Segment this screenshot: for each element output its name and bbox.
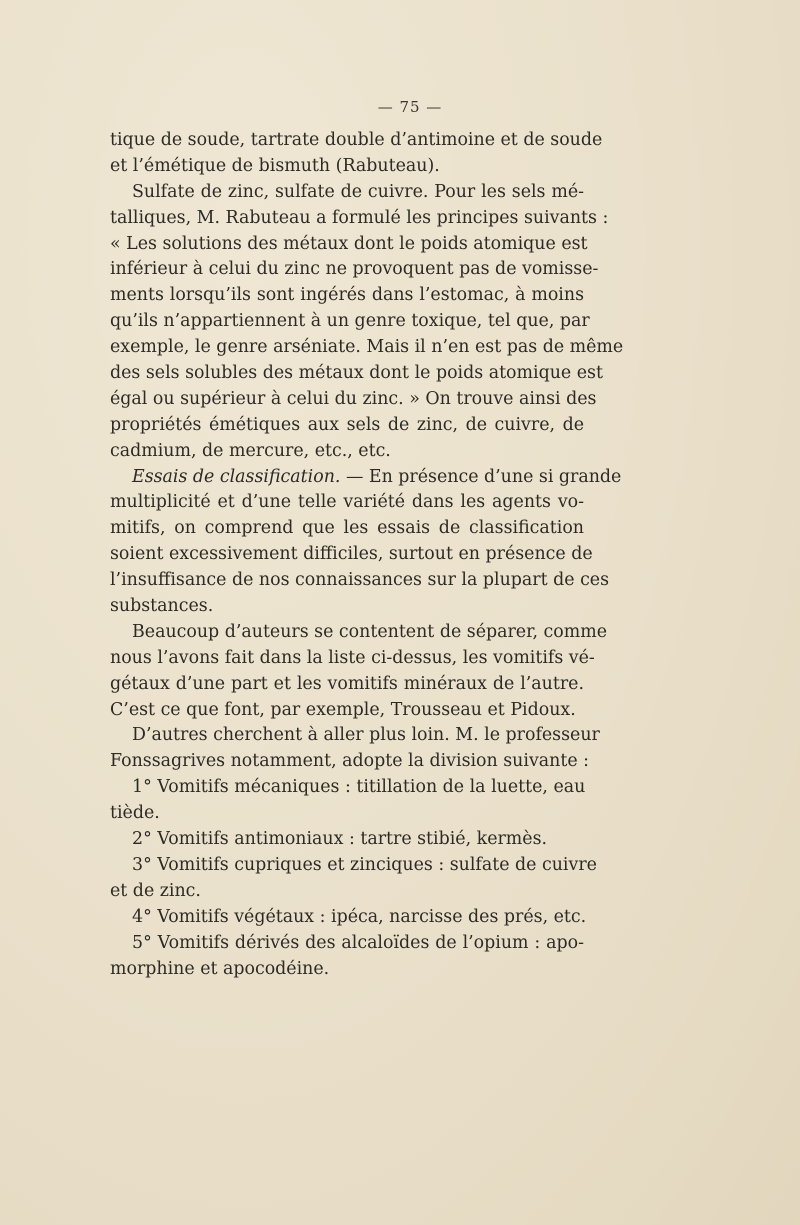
text-line: talliques, M. Rabuteau a formulé les principes suivants : [110,207,609,228]
text-line: propriétés émétiques aux sels de zinc, de cuivre, de [110,414,584,435]
text-line: mitifs, on comprend que les essais de classification [110,518,584,539]
text-line: Fonssagrives notamment, adopte la division suivante : [110,751,590,772]
text-line: tiède. [110,803,160,824]
body-text [110,128,624,982]
text-line: 4° Vomitifs végétaux : ipéca, narcisse des prés, etc. [132,906,587,927]
text-line: des sels solubles des métaux dont le poids atomique est [110,363,603,384]
text-line: 1° Vomitifs mécaniques : titillation de la luette, eau [132,777,586,798]
text-line: Sulfate de zinc, sulfate de cuivre. Pour les sels mé- [132,181,584,202]
text-line: gétaux d’une part et les vomitifs minéraux de l’autre. [110,673,584,694]
text-line: morphine et apocodéine. [110,958,330,979]
text-line: égal ou supérieur à celui du zinc. » On trouve ainsi des [110,388,597,409]
page-number: — 75 — [377,98,443,116]
text-line: C’est ce que font, par exemple, Trousseau et Pidoux. [110,699,576,720]
text-line: substances. [110,596,214,617]
text-line: multiplicité et d’une telle variété dans les agents vo- [110,492,584,513]
section-heading-essais: Essais de classification. [132,466,341,487]
text-line: ments lorsqu’ils sont ingérés dans l’estomac, à moins [110,285,584,306]
text-line: 2° Vomitifs antimoniaux : tartre stibié, kermès. [132,829,548,850]
text-line: exemple, le genre arséniate. Mais il n’en est pas de même [110,337,624,358]
text-line: Beaucoup d’auteurs se contentent de séparer, comme [132,621,608,642]
text-line: 5° Vomitifs dérivés des alcaloïdes de l’opium : apo- [132,932,584,953]
text-line: et de zinc. [110,880,201,901]
text-line: nous l’avons fait dans la liste ci-dessus, les vomitifs vé- [110,647,595,668]
text-line: et l’émétique de bismuth (Rabuteau). [110,155,440,176]
text-line: inférieur à celui du zinc ne provoquent pas de vomisse- [110,259,599,280]
text-line-heading [110,465,622,491]
text-line: D’autres cherchent à aller plus loin. M. le professeur [132,725,600,746]
text-line: cadmium, de mercure, etc., etc. [110,440,391,461]
text-line: « Les solutions des métaux dont le poids atomique est [110,233,588,254]
text-line: qu’ils n’appartiennent à un genre toxique, tel que, par [110,311,590,332]
text-line: soient excessivement difficiles, surtout en présence de [110,544,593,565]
text-line: tique de soude, tartrate double d’antimoine et de soude [110,130,603,150]
text-line: l’insuffisance de nos connaissances sur la plupart de ces [110,570,610,591]
text-line: 3° Vomitifs cupriques et zinciques : sulfate de cuivre [132,854,597,875]
text-line-rest: — En présence d’une si grande [345,466,622,487]
